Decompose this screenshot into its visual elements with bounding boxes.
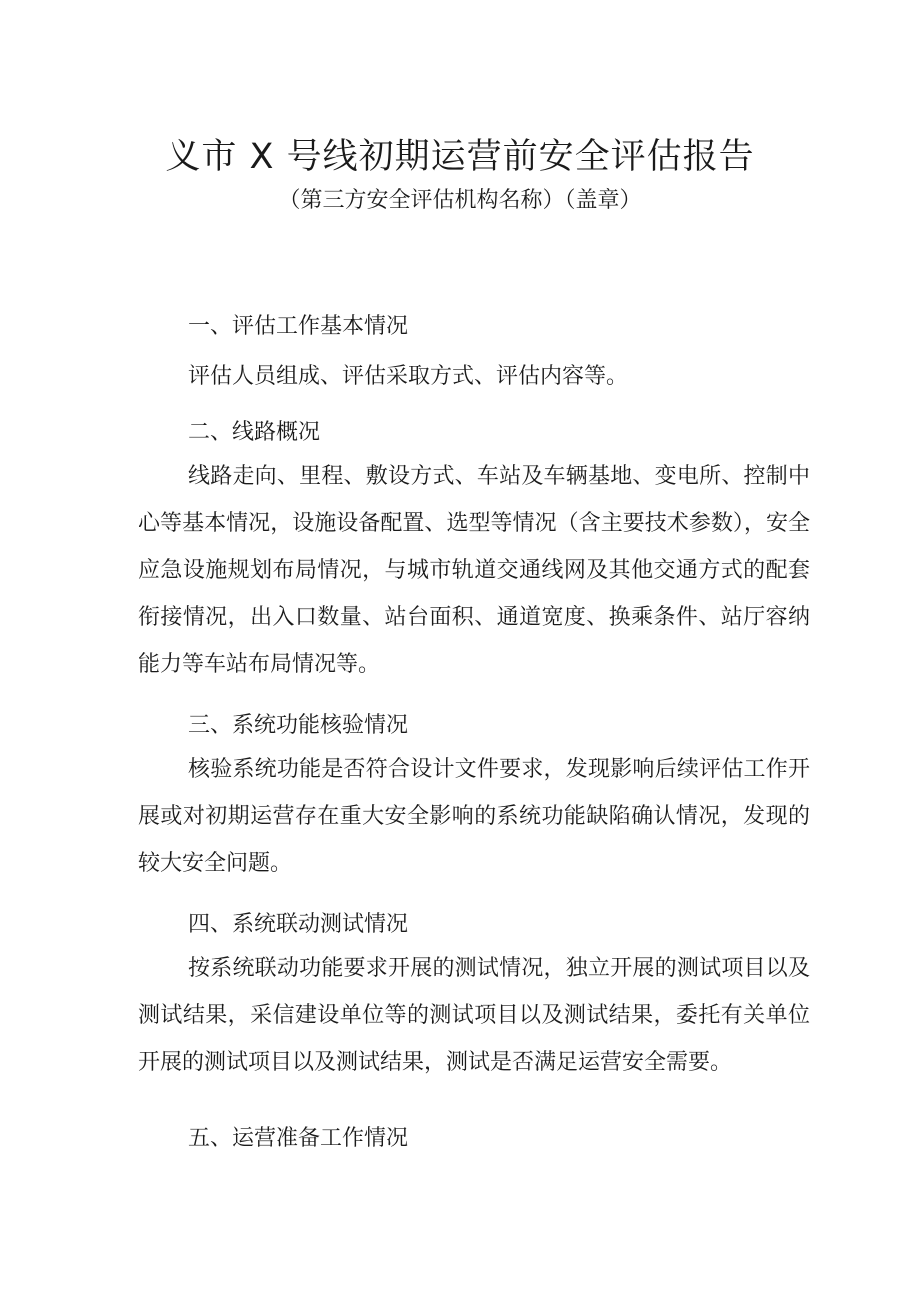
section-paragraph: 按系统联动功能要求开展的测试情况，独立开展的测试项目以及测试结果，采信建设单位等的测试项目以及测试结果，委托有关单位开展的测试项目以及测试结果，测试是否满足运营安全需要。 [138,956,810,1075]
section-paragraph: 评估人员组成、评估采取方式、评估内容等。 [188,364,629,389]
section-linkage-test [138,904,810,1086]
section-line-overview [138,412,810,688]
section-paragraph: 线路走向、里程、敷设方式、车站及车辆基地、变电所、控制中心等基本情况，设施设备配置、选型等情况（含主要技术参数），安全应急设施规划布局情况，与城市轨道交通线网及其他交通方式的配套衔接情况，出入口数量、站台面积、通道宽度、换乘条件、站厅容纳能力等车站布局情况等。 [138,464,810,677]
section-basic-situation [138,306,810,400]
section-system-function-check [138,705,810,887]
section-heading: 三、系统功能核验情况 [188,713,409,738]
document-body [138,306,810,1159]
section-heading: 四、系统联动测试情况 [188,912,409,937]
section-paragraph: 核验系统功能是否符合设计文件要求，发现影响后续评估工作开展或对初期运营存在重大安全影响的系统功能缺陷确认情况，发现的较大安全问题。 [138,757,810,876]
section-operation-preparation [138,1118,810,1159]
section-heading: 二、线路概况 [188,420,321,445]
document-title: 义市 X 号线初期运营前安全评估报告 [165,137,755,177]
section-heading: 五、运营准备工作情况 [188,1126,409,1151]
document-subtitle: （第三方安全评估机构名称）（盖章） [278,188,642,213]
section-heading: 一、评估工作基本情况 [188,314,409,339]
